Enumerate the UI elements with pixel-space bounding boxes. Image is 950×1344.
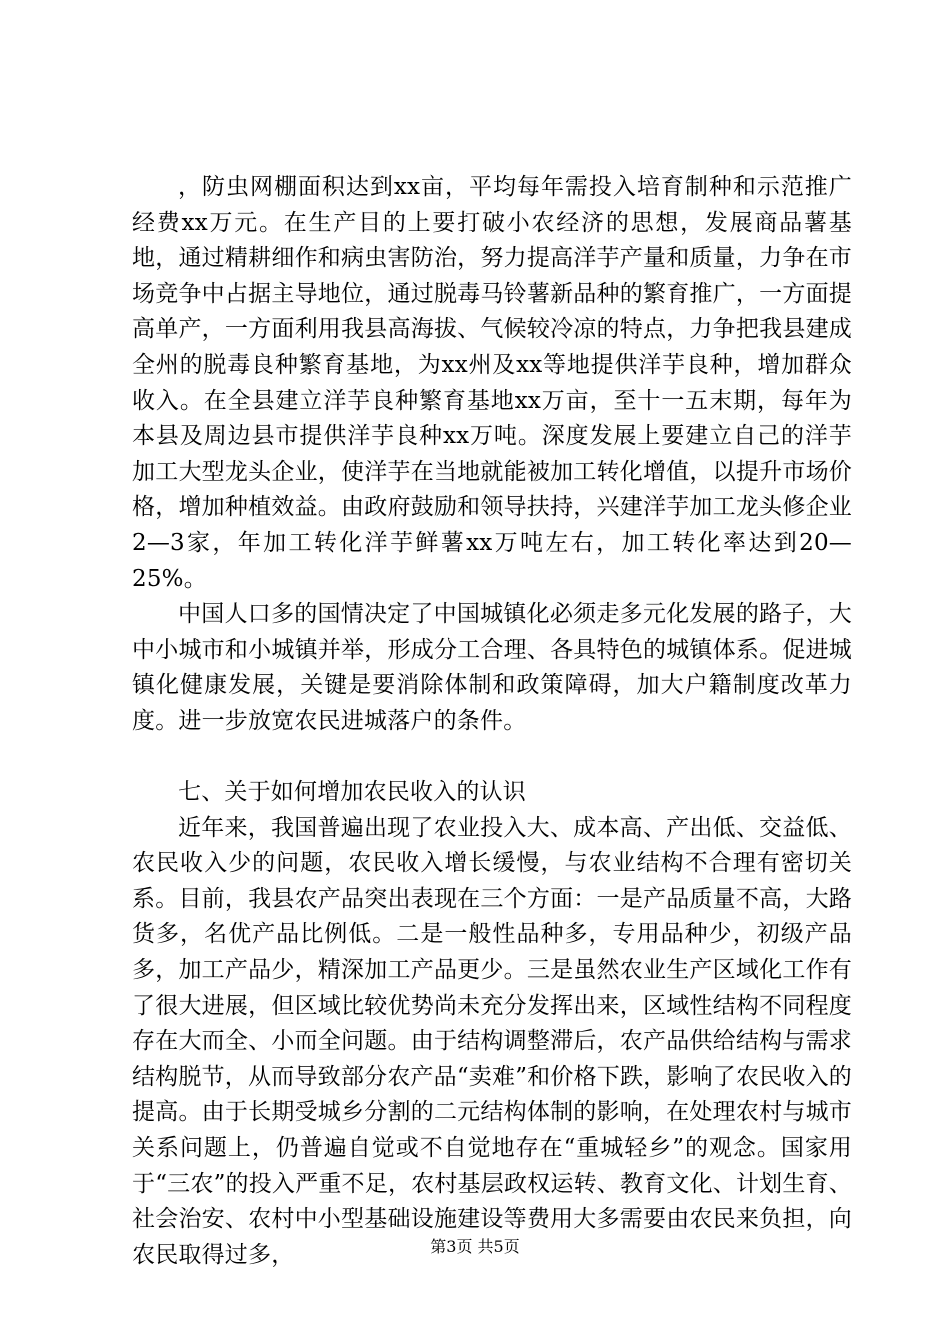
body-paragraph: ，防虫网棚面积达到xx亩，平均每年需投入培育制种和示范推广经费xx万元。在生产目的上要打破小农经济的思想，发展商品薯基地，通过精耕细作和病虫害防治，努力提高洋芋产量和质量，力争在市场竞争中占据主导地位，通过脱毒马铃薯新品种的繁育推广，一方面提高单产，一方面利用我县高海拔、气候较冷凉的特点，力争把我县建成全州的脱毒良种繁育基地，为xx州及xx等地提供洋芋良种，增加群众收入。在全县建立洋芋良种繁育基地xx万亩，至十一五末期，每年为本县及周边县市提供洋芋良种xx万吨。深度发展上要建立自己的洋芋加工大型龙头企业，使洋芋在当地就能被加工转化增值，以提升市场价格，增加种植效益。由政府鼓励和领导扶持，兴建洋芋加工龙头修企业2—3家，年加工转化洋芋鲜薯xx万吨左右，加工转化率达到20—25%。: [132, 174, 852, 592]
section-heading: 七、关于如何增加农民收入的认识: [178, 779, 526, 806]
page-number-footer: 第3页 共5页: [430, 1237, 520, 1256]
body-paragraph: 近年来，我国普遍出现了农业投入大、成本高、产出低、交益低、农民收入少的问题，农民收入增长缓慢，与农业结构不合理有密切关系。目前，我县农产品突出表现在三个方面：一是产品质量不高，大路货多，名优产品比例低。二是一般性品种多，专用品种少，初级产品多，加工产品少，精深加工产品更少。三是虽然农业生产区域化工作有了很大进展，但区域比较优势尚未充分发挥出来，区域性结构不同程度存在大而全、小而全问题。由于结构调整滞后，农产品供给结构与需求结构脱节，从而导致部分农产品“卖难”和价格下跌，影响了农民收入的提高。由于长期受城乡分割的二元结构体制的影响，在处理农村与城市关系问题上，仍普遍自觉或不自觉地存在“重城轻乡”的观念。国家用于“三农”的投入严重不足，农村基层政权运转、教育文化、计划生育、社会治安、农村中小型基础设施建设等费用大多需要由农民来负担，向农民取得过多，: [132, 814, 852, 1268]
body-paragraph: 中国人口多的国情决定了中国城镇化必须走多元化发展的路子，大中小城市和小城镇并举，形成分工合理、各具特色的城镇体系。促进城镇化健康发展，关键是要消除体制和政策障碍，加大户籍制度改革力度。进一步放宽农民进城落户的条件。: [132, 601, 852, 734]
paragraph-spacer: [132, 740, 852, 776]
document-body: [132, 170, 852, 1273]
